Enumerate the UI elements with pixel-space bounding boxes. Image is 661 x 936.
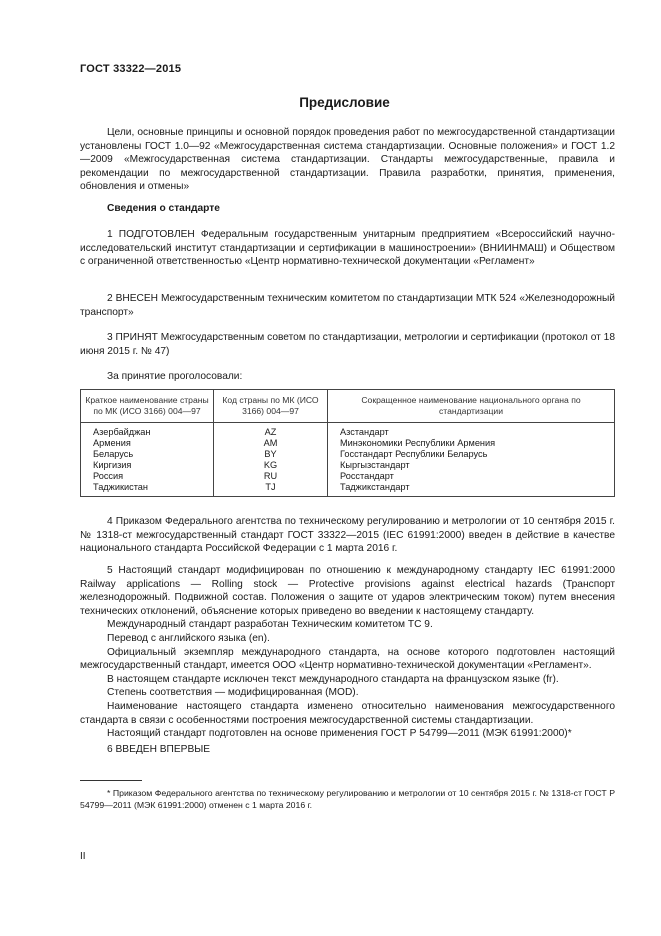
country-name: Азербайджан bbox=[81, 423, 214, 439]
standard-code-header: ГОСТ 33322—2015 bbox=[80, 63, 182, 75]
national-body: Минэкономики Республики Армения bbox=[328, 438, 615, 449]
item-5-paragraph: Настоящий стандарт подготовлен на основе применения ГОСТ Р 54799—2011 (МЭК 61991:2000)* bbox=[107, 728, 572, 740]
item-5-block bbox=[80, 564, 615, 741]
country-code: BY bbox=[214, 449, 328, 460]
intro-paragraph: Цели, основные принципы и основной порядок проведения работ по межгосударственной стандартизации установлены ГОСТ 1.0—92 «Межгосударственная система стандартизации. Основные положения» и ГОСТ 1.2—2009 «Межгосударственная система стандартизации. Стандарты межгосударственные, правила и рекомендации по межгосударственной стандартизации. Правила разработки, принятия, применения, обновления и отмены» bbox=[80, 127, 615, 193]
country-code: RU bbox=[214, 471, 328, 482]
item-3: 3 ПРИНЯТ Межгосударственным советом по стандартизации, метрологии и сертификации (протокол от 18 июня 2015 г. № 47) bbox=[80, 332, 615, 357]
country-name: Таджикистан bbox=[81, 482, 214, 497]
info-heading-block bbox=[80, 202, 615, 216]
vote-label-block bbox=[80, 370, 615, 384]
national-body: Азстандарт bbox=[328, 423, 615, 439]
country-name: Армения bbox=[81, 438, 214, 449]
country-name: Беларусь bbox=[81, 449, 214, 460]
item-4: 4 Приказом Федерального агентства по техническому регулированию и метрологии от 10 сентября 2015 г. № 1318-ст межгосударственный стандарт ГОСТ 33322—2015 (IEC 61991:2000) введен в действие в качестве национального стандарта Российской Федерации с 1 марта 2016 г. bbox=[80, 516, 615, 555]
country-code: AZ bbox=[214, 423, 328, 439]
country-code: KG bbox=[214, 460, 328, 471]
item-2: 2 ВНЕСЕН Межгосударственным техническим комитетом по стандартизации МТК 524 «Железнодорожный транспорт» bbox=[80, 293, 615, 318]
country-name: Россия bbox=[81, 471, 214, 482]
intro-block bbox=[80, 126, 615, 194]
item-3-block bbox=[80, 331, 615, 358]
info-heading: Сведения о стандарте bbox=[107, 203, 220, 214]
country-code: AM bbox=[214, 438, 328, 449]
national-body: Кыргызстандарт bbox=[328, 460, 615, 471]
table-row bbox=[81, 449, 615, 460]
item-4-block bbox=[80, 515, 615, 556]
footnote-divider bbox=[80, 780, 142, 781]
table-row bbox=[81, 423, 615, 439]
header-national-body: Сокращенное наименование национального органа по стандартизации bbox=[328, 390, 615, 423]
table-row bbox=[81, 471, 615, 482]
item-5-paragraph: 5 Настоящий стандарт модифицирован по отношению к международному стандарту IEC 61991:2000 Railway applications — Rolling stock — Protective provisions against electrical hazards (Транспорт железнодорожный. Подвижной состав. Положения о защите от ударов электрическим током) путем внесения технических отклонений, объяснение которых приведено во введении к настоящему стандарту. bbox=[80, 565, 615, 617]
national-body: Росстандарт bbox=[328, 471, 615, 482]
item-6-block bbox=[80, 743, 615, 757]
item-5-paragraph: Официальный экземпляр международного стандарта, на основе которого подготовлен настоящий межгосударственный стандарт, имеется ООО «Центр нормативно-технической документации «Регламент». bbox=[80, 646, 615, 672]
table-row bbox=[81, 438, 615, 449]
item-5-paragraph: Международный стандарт разработан Техническим комитетом ТС 9. bbox=[107, 619, 433, 631]
item-5-paragraph: Наименование настоящего стандарта изменено относительно наименования межгосударственного стандарта в связи с особенностями построения межгосударственной системы стандартизации. bbox=[80, 700, 615, 726]
national-body: Таджикстандарт bbox=[328, 482, 615, 497]
country-name: Киргизия bbox=[81, 460, 214, 471]
item-5-paragraph: Степень соответствия — модифицированная (MOD). bbox=[107, 687, 359, 699]
table-row bbox=[81, 460, 615, 471]
header-country-code: Код страны по МК (ИСО 3166) 004—97 bbox=[214, 390, 328, 423]
page-title: Предисловие bbox=[299, 95, 390, 110]
item-1: 1 ПОДГОТОВЛЕН Федеральным государственным унитарным предприятием «Всероссийский научно-исследовательский институт стандартизации и сертификации в машиностроении» (ВНИИНМАШ) и Обществом с ограниченной ответственностью «Центр нормативно-технической документации «Регламент» bbox=[80, 229, 615, 268]
item-5-paragraph: В настоящем стандарте исключен текст международного стандарта на французском языке (fr). bbox=[107, 673, 559, 685]
footnote: * Приказом Федерального агентства по техническому регулированию и метрологии от 10 сентября 2015 г. № 1318-ст ГОСТ Р 54799—2011 (МЭК 61991:2000) отменен с 1 марта 2016 г. bbox=[80, 788, 615, 811]
vote-table-header-row bbox=[81, 390, 615, 423]
page-number: II bbox=[80, 851, 86, 862]
header-country-name: Краткое наименование страны по МК (ИСО 3166) 004—97 bbox=[81, 390, 214, 423]
national-body: Госстандарт Республики Беларусь bbox=[328, 449, 615, 460]
item-6: 6 ВВЕДЕН ВПЕРВЫЕ bbox=[107, 744, 211, 755]
item-2-block bbox=[80, 292, 615, 319]
table-row bbox=[81, 482, 615, 497]
item-5-paragraph: Перевод с английского языка (en). bbox=[107, 632, 270, 644]
item-1-block bbox=[80, 228, 615, 269]
vote-label: За принятие проголосовали: bbox=[107, 371, 243, 382]
country-code: TJ bbox=[214, 482, 328, 497]
vote-table bbox=[80, 389, 615, 497]
